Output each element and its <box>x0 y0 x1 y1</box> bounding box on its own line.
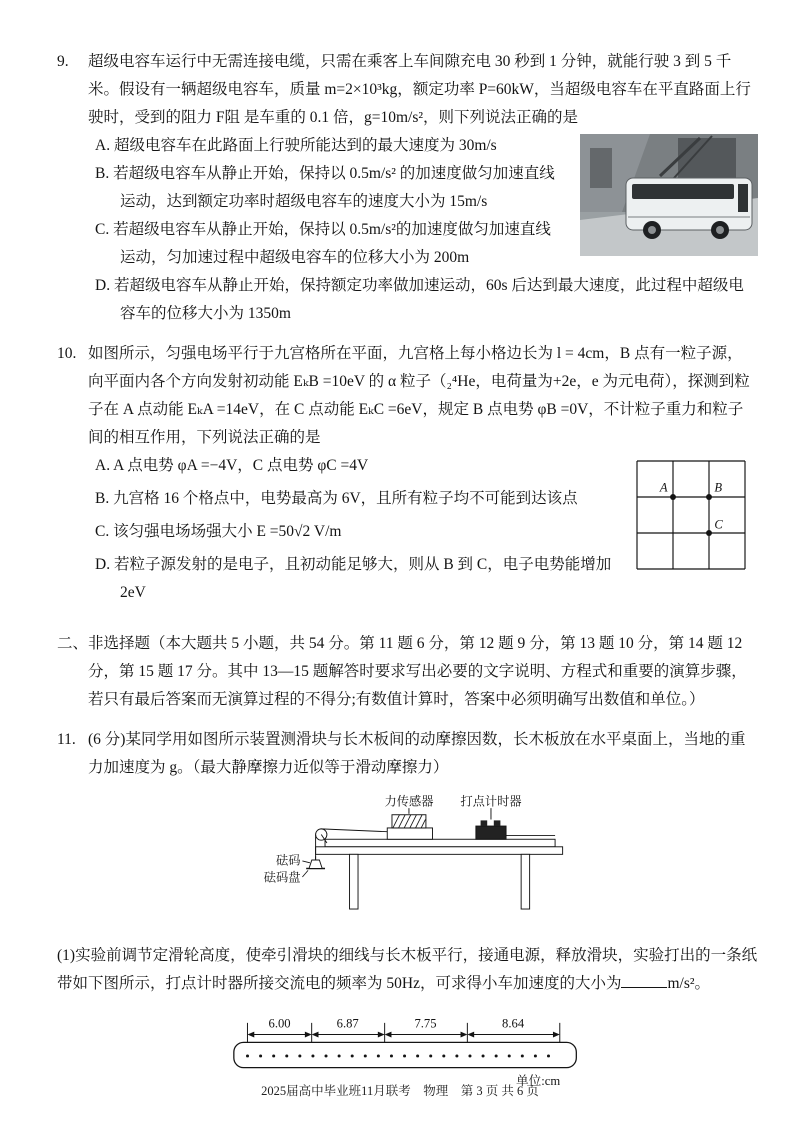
tape-segment-3-label: 7.75 <box>413 1016 437 1031</box>
nine-grid-figure <box>628 452 754 578</box>
nine-grid-illustration <box>628 452 754 578</box>
question-9-number: 9. <box>57 53 69 70</box>
grid-point-b-label: B <box>714 480 723 495</box>
tape-segment-4-label: 8.64 <box>501 1016 524 1031</box>
bus-photo-illustration <box>580 134 758 256</box>
question-9-option-c: C. 若超级电容车从静止开始，保持以 0.5m/s²的加速度做匀加速直线运动，匀加速过程中超级电容车的位移大小为 200m <box>95 221 551 266</box>
tape-segment-2-label: 6.87 <box>336 1016 359 1031</box>
weights-label: 砝码 <box>275 853 301 868</box>
question-10-number: 10. <box>57 345 77 362</box>
question-9-option-a: A. 超级电容车在此路面上行驶所能达到的最大速度为 30m/s <box>95 137 497 154</box>
tape-unit-label: 单位:cm <box>515 1074 560 1089</box>
section-2-number: 二、 <box>57 635 89 652</box>
question-9-stem: 超级电容车运行中无需连接电缆，只需在乘客上车间隙充电 30 秒到 1 分钟，就能行驶 3 到 5 千米。假设有一辆超级电容车，质量 m=2×10³kg，额定功率 P=60kW，当超级电容车在平直路面上行驶时，受到的阻力 F阻 是车重的 0.1 倍，g=10m/s²，则下列说法正确的是 <box>88 53 751 126</box>
question-10-stem: 如图所示，匀强电场平行于九宫格所在平面，九宫格上每小格边长为 l = 4cm，B 点有一粒子源，向平面内各个方向发射初动能 EₖB =10eV 的 α 粒子（₂⁴He，电荷量为+2e，e 为元电荷），探测到粒子在 A 点动能 EₖA =14eV，在 C 点动能 EₖC =6eV，规定 B 点电势 φB =0V，不计粒子重力和粒子间的相互作用，下列说法正确的是 <box>88 345 750 446</box>
question-10 <box>57 340 758 612</box>
tray-label: 砝码盘 <box>263 870 301 885</box>
question-9 <box>57 48 758 328</box>
question-11 <box>57 726 758 782</box>
section-2-header <box>57 630 758 714</box>
question-10-option-d: D. 若粒子源发射的是电子，且初动能足够大，则从 B 到 C，电子电势能增加 2eV <box>95 556 612 601</box>
part1-text-before: (1)实验前调节定滑轮高度，使牵引滑块的细线与长木板平行，接通电源，释放滑块，实验打出的一条纸带如下图所示，打点计时器所接交流电的频率为 50Hz，可求得小车加速度的大小为 <box>57 947 758 992</box>
page-footer: 2025届高中毕业班11月联考 物理 第 3 页 共 6 页 <box>261 1084 539 1098</box>
question-9-option-b: B. 若超级电容车从静止开始，保持以 0.5m/s² 的加速度做匀加速直线运动，达到额定功率时超级电容车的速度大小为 15m/s <box>95 165 555 210</box>
question-11-number: 11. <box>57 731 76 748</box>
grid-point-a-label: A <box>659 480 668 495</box>
question-10-option-a: A. A 点电势 φA =−4V，C 点电势 φC =4V <box>95 457 369 474</box>
bus-photo <box>580 134 758 256</box>
tape-segment-1-label: 6.00 <box>268 1016 291 1031</box>
force-sensor-label: 力传感器 <box>383 794 433 809</box>
question-9-option-d: D. 若超级电容车从静止开始，保持额定功率做加速运动，60s 后达到最大速度，此过程中超级电容车的位移大小为 1350m <box>95 277 744 322</box>
grid-point-c-label: C <box>714 517 723 532</box>
question-11-part1 <box>57 942 758 998</box>
question-10-option-b: B. 九宫格 16 个格点中，电势最高为 6V，且所有粒子均不可能到达该点 <box>95 490 578 507</box>
question-10-option-c: C. 该匀强电场场强大小 E =50√2 V/m <box>95 523 342 540</box>
section-2-text: 非选择题（本大题共 5 小题，共 54 分。第 11 题 6 分，第 12 题 9 分，第 13 题 10 分，第 14 题 12 分，第 15 题 17 分。其中 13—15 题解答时要求写出必要的文字说明、方程式和重要的演算步骤，若只有最后答案而无演算过程的不得分;有数值计算时，答案中必须明确写出数值和单位。） <box>88 635 747 708</box>
apparatus-illustration <box>238 794 578 926</box>
part1-text-after: m/s²。 <box>667 975 710 992</box>
apparatus-figure <box>57 794 758 926</box>
answer-blank <box>621 973 667 988</box>
question-11-stem: (6 分)某同学用如图所示装置测滑块与长木板间的动摩擦因数，长木板放在水平桌面上，当地的重力加速度为 g。（最大静摩擦力近似等于滑动摩擦力） <box>88 731 746 776</box>
timer-label: 打点计时器 <box>459 794 522 809</box>
